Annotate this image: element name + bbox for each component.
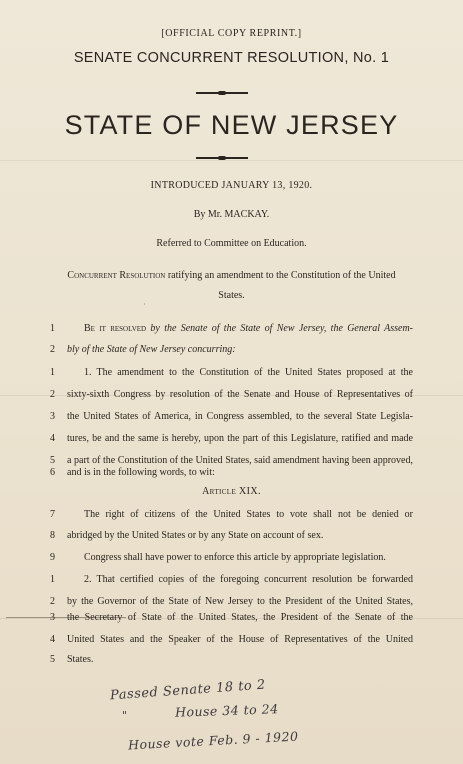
handwritten-house-vote: House 34 to 24: [174, 701, 279, 720]
resolution-caption: [0, 270, 463, 281]
line-number: 9: [50, 552, 55, 563]
line-number: 3: [50, 411, 55, 422]
line-number: 2: [50, 344, 55, 355]
handwritten-senate-vote: Passed Senate 18 to 2: [109, 677, 267, 704]
line-number: 1: [50, 574, 55, 585]
fold-line-mark: [6, 617, 126, 618]
line-number: 4: [50, 433, 55, 444]
line-text: The right of citizens of the United States to vote shall not be denied or: [84, 509, 413, 520]
line-text: United States and the Speaker of the House of Representatives of the United: [67, 634, 413, 645]
article-heading: Article XIX.: [202, 486, 261, 497]
line-text: [84, 323, 413, 334]
line-text: and is in the following words, to wit:: [67, 467, 215, 478]
line-text: the Secretary of State of the United States, the President of the Senate of the: [67, 612, 413, 623]
line-text: Congress shall have power to enforce this article by appropriate legislation.: [84, 552, 386, 563]
resolved-text: by the Senate of the State of New Jersey, the General Assem-: [146, 323, 413, 334]
line-text: a part of the Constitution of the United States, said amendment having been approved,: [67, 455, 413, 466]
caption-continuation: States.: [218, 290, 245, 301]
resolved-lead: Be it resolved: [84, 323, 147, 334]
handwritten-ditto-mark: ": [122, 709, 128, 722]
ink-dot: ·: [143, 300, 146, 309]
line-text: the United States of America, in Congress assembled, to the several State Legisla-: [67, 411, 413, 422]
line-number: 2: [50, 596, 55, 607]
ornamental-rule: [196, 157, 248, 159]
caption-text: ratifying an amendment to the Constitution of the United: [165, 270, 396, 281]
line-number: 5: [50, 455, 55, 466]
paper-fold: [0, 160, 463, 161]
line-number: 1: [50, 323, 55, 334]
line-text: bly of the State of New Jersey concurring:: [67, 344, 236, 355]
sponsor-line: By Mr. MACKAY.: [193, 209, 270, 220]
line-text: 2. That certified copies of the foregoing concurrent resolution be forwarded: [84, 574, 413, 585]
state-heading: STATE OF NEW JERSEY: [64, 110, 399, 140]
line-text: abridged by the United States or by any State on account of sex.: [67, 530, 324, 541]
line-number: 6: [50, 467, 55, 478]
line-text: 1. The amendment to the Constitution of the United States proposed at the: [84, 367, 413, 378]
line-number: 4: [50, 634, 55, 645]
official-copy-label: [OFFICIAL COPY REPRINT.]: [161, 28, 302, 39]
committee-referral: Referred to Committee on Education.: [156, 238, 307, 249]
line-number: 7: [50, 509, 55, 520]
caption-label: Concurrent Resolution: [67, 270, 166, 281]
line-number: 1: [50, 367, 55, 378]
line-number: 3: [50, 612, 55, 623]
line-number: 2: [50, 389, 55, 400]
line-text: sixty-sixth Congress by resolution of the Senate and House of Representatives of: [67, 389, 413, 400]
introduced-date: INTRODUCED JANUARY 13, 1920.: [150, 180, 313, 191]
resolution-title: SENATE CONCURRENT RESOLUTION, No. 1: [73, 50, 390, 66]
line-text: States.: [67, 654, 94, 665]
line-text: tures, be and the same is hereby, upon the part of this Legislature, ratified and made: [67, 433, 413, 444]
handwritten-house-vote-date: House vote Feb. 9 - 1920: [127, 728, 299, 753]
ornamental-rule: [196, 92, 248, 94]
line-number: 5: [50, 654, 55, 665]
line-number: 8: [50, 530, 55, 541]
line-text: by the Governor of the State of New Jersey to the President of the United States,: [67, 596, 413, 607]
